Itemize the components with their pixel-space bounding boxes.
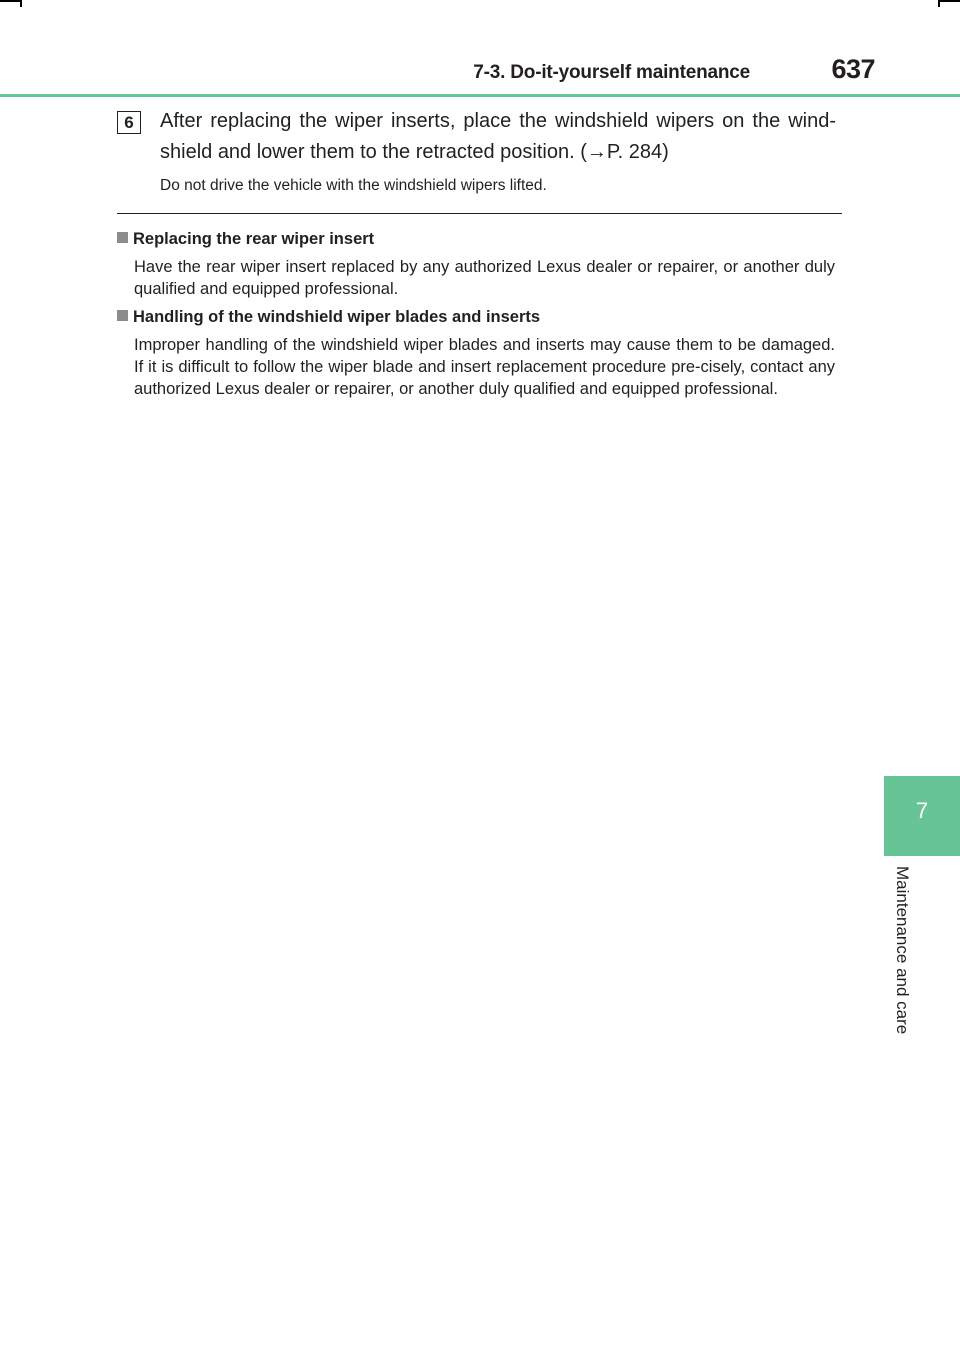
square-bullet-icon xyxy=(117,310,128,321)
square-bullet-icon xyxy=(117,232,128,243)
section-divider xyxy=(117,213,842,214)
paragraph-rear-wiper: Have the rear wiper insert replaced by any authorized Lexus dealer or repairer, or another duly qualified and equipped professional. xyxy=(134,258,835,298)
chapter-side-label xyxy=(884,866,920,1061)
crop-mark xyxy=(0,0,20,2)
chapter-tab xyxy=(884,776,960,856)
crop-mark xyxy=(20,0,22,7)
step-text: After replacing the wiper inserts, place the windshield wipers on the wind-shield and lower them to the retracted position. (→P. 284) xyxy=(160,110,836,163)
page-number: 637 xyxy=(831,54,875,84)
crop-mark xyxy=(938,0,940,7)
section-title: 7-3. Do-it-yourself maintenance xyxy=(473,62,750,83)
subheading-label: Replacing the rear wiper insert xyxy=(133,230,375,248)
header-rule xyxy=(0,94,960,97)
subheading-handling xyxy=(117,306,540,328)
subheading-label: Handling of the windshield wiper blades and inserts xyxy=(133,308,541,326)
chapter-label: Maintenance and care xyxy=(893,866,912,1035)
step-note: Do not drive the vehicle with the windshield wipers lifted. xyxy=(160,177,547,194)
step-number-badge: 6 xyxy=(117,111,141,134)
crop-mark xyxy=(940,0,960,2)
subheading-rear-wiper xyxy=(117,228,374,250)
chapter-number: 7 xyxy=(915,798,929,823)
paragraph-handling: Improper handling of the windshield wiper blades and inserts may cause them to be damaged. If it is difficult to follow the wiper blade and insert replacement procedure pre-cisely, contact any authorized Lexus dealer or repairer, or another duly qualified and equipped professional. xyxy=(134,336,835,398)
